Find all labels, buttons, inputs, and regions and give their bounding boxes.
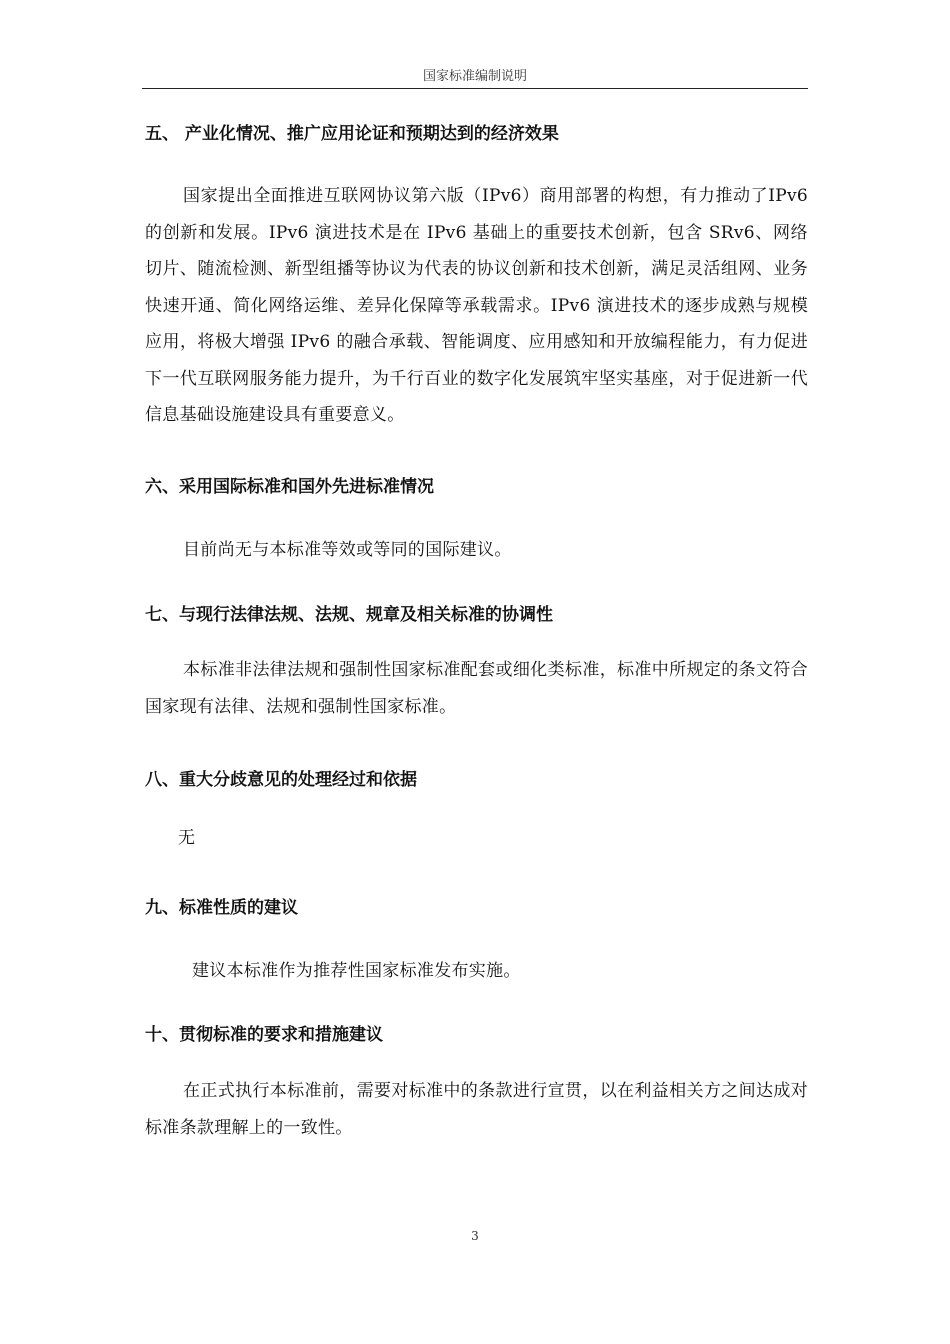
section-heading-5: 五、 产业化情况、推广应用论证和预期达到的经济效果 — [145, 124, 559, 144]
section-body-6: 目前尚无与本标准等效或等同的国际建议。 — [183, 540, 512, 560]
page-number: 3 — [471, 1229, 479, 1243]
page-header: 国家标准编制说明 — [142, 68, 808, 89]
section-body-5: 国家提出全面推进互联网协议第六版（IPv6）商用部署的构想，有力推动了IPv6 的创新和发展。IPv6 演进技术是在 IPv6 基础上的重要技术创新，包含 SRv6、网络切片、随流检测、新型组播等协议为代表的协议创新和技术创新，满足灵活组网、业务快速开通、简化网络运维、差异化保障等承载需求。IPv6 演进技术的逐步成熟与规模应用，将极大增强 IPv6 的融合承载、智能调度、应用感知和开放编程能力，有力促进下一代互联网服务能力提升，为千行百业的数字化发展筑牢坚实基座，对于促进新一代信息基础设施建设具有重要意义。 — [145, 186, 808, 425]
section-body-9: 建议本标准作为推荐性国家标准发布实施。 — [192, 961, 521, 981]
section-heading-7: 七、与现行法律法规、法规、规章及相关标准的协调性 — [145, 605, 553, 625]
section-body-8: 无 — [178, 828, 196, 848]
section-heading-9: 九、标准性质的建议 — [145, 898, 298, 918]
section-body-7: 本标准非法律法规和强制性国家标准配套或细化类标准，标准中所规定的条文符合国家现有法律、法规和强制性国家标准。 — [145, 660, 808, 717]
section-body-10: 在正式执行本标准前，需要对标准中的条款进行宣贯，以在利益相关方之间达成对标准条款理解上的一致性。 — [145, 1081, 808, 1138]
section-heading-6: 六、采用国际标准和国外先进标准情况 — [145, 477, 434, 497]
section-heading-8: 八、重大分歧意见的处理经过和依据 — [145, 770, 417, 790]
section-heading-10: 十、贯彻标准的要求和措施建议 — [145, 1025, 383, 1045]
